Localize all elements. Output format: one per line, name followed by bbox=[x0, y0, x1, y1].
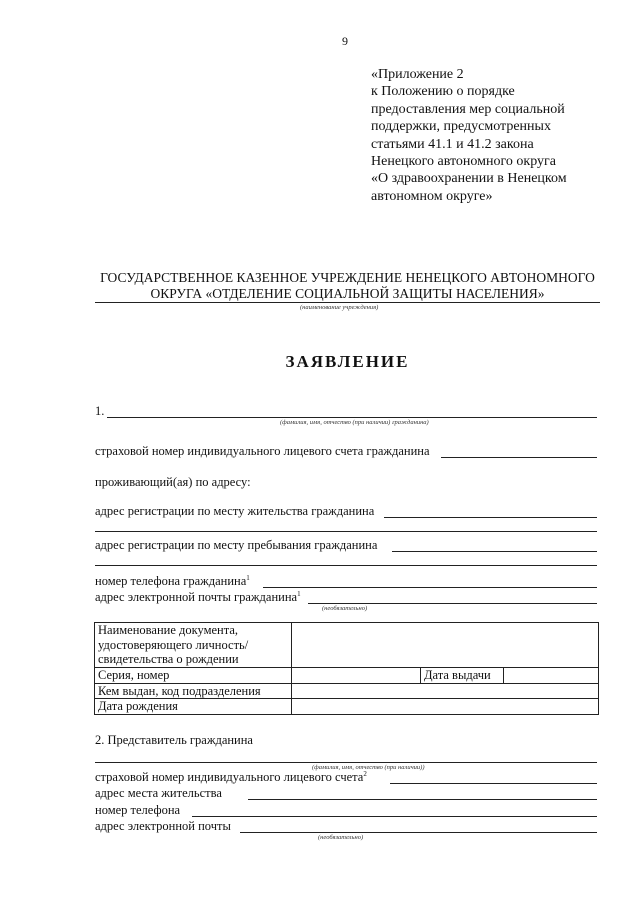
issued-by-label: Кем выдан, код подразделения bbox=[95, 683, 292, 699]
reg-stay-field[interactable] bbox=[392, 551, 597, 552]
representative-snils-field[interactable] bbox=[390, 783, 597, 784]
reg-residence-field-2[interactable] bbox=[95, 531, 597, 532]
citizen-phone-label-text: номер телефона гражданина bbox=[95, 574, 247, 589]
organization-hint: (наименование учреждения) bbox=[300, 304, 379, 311]
reg-stay-label: адрес регистрации по месту пребывания гражданина bbox=[95, 538, 378, 552]
footnote-mark: 1 bbox=[297, 590, 301, 598]
representative-name-field[interactable] bbox=[95, 762, 597, 763]
issue-date-label: Дата выдачи bbox=[421, 668, 504, 684]
reg-residence-label: адрес регистрации по месту жительства гражданина bbox=[95, 504, 375, 518]
organization-line-2: ОКРУГА «ОТДЕЛЕНИЕ СОЦИАЛЬНОЙ ЗАЩИТЫ НАСЕЛЕНИЯ» bbox=[150, 286, 545, 301]
representative-name-hint: (фамилия, имя, отчество (при наличии)) bbox=[312, 764, 425, 771]
citizen-name-hint: (фамилия, имя, отчество (при наличии) гражданина) bbox=[280, 419, 429, 426]
annex-block bbox=[371, 66, 567, 205]
organization-line-1: ГОСУДАРСТВЕННОЕ КАЗЕННОЕ УЧРЕЖДЕНИЕ НЕНЕЦКОГО АВТОНОМНОГО bbox=[100, 270, 595, 285]
series-value[interactable] bbox=[292, 668, 421, 684]
representative-email-hint: (необязательно) bbox=[318, 834, 364, 841]
annex-line: статьями 41.1 и 41.2 закона bbox=[371, 136, 534, 152]
reg-stay-field-2[interactable] bbox=[95, 565, 597, 566]
page-number: 9 bbox=[342, 34, 348, 48]
representative-email-field[interactable] bbox=[240, 832, 597, 833]
table-row bbox=[95, 623, 599, 668]
section-1-number: 1. bbox=[95, 404, 105, 418]
citizen-email-label-text: адрес электронной почты гражданина bbox=[95, 590, 298, 605]
citizen-name-field[interactable] bbox=[107, 417, 597, 418]
series-label: Серия, номер bbox=[95, 668, 292, 684]
annex-line: предоставления мер социальной bbox=[371, 101, 565, 117]
representative-address-field[interactable] bbox=[248, 799, 597, 800]
table-row bbox=[95, 668, 599, 684]
organization-underline bbox=[95, 302, 600, 303]
annex-line: Ненецкого автономного округа bbox=[371, 154, 556, 170]
annex-line: «О здравоохранении в Ненецком bbox=[371, 171, 567, 187]
representative-address-label: адрес места жительства bbox=[95, 786, 222, 800]
citizen-snils-label: страховой номер индивидуального лицевого счета гражданина bbox=[95, 444, 430, 458]
annex-line: «Приложение 2 bbox=[371, 67, 464, 82]
annex-line: автономном округе» bbox=[371, 188, 493, 204]
representative-phone-label: номер телефона bbox=[95, 803, 181, 817]
residing-label: проживающий(ая) по адресу: bbox=[95, 475, 251, 489]
identity-document-table bbox=[94, 622, 599, 715]
issued-by-value[interactable] bbox=[292, 683, 599, 699]
representative-snils-label bbox=[95, 770, 367, 785]
table-row bbox=[95, 699, 599, 715]
citizen-email-hint: (необязательно) bbox=[322, 605, 368, 612]
footnote-mark: 2 bbox=[363, 770, 367, 778]
issue-date-value[interactable] bbox=[504, 668, 599, 684]
id-doc-label: Наименование документа, удостоверяющего личность/ свидетельства о рождении bbox=[95, 623, 292, 668]
representative-snils-label-text: страховой номер индивидуального лицевого счета bbox=[95, 770, 364, 785]
section-2-title: 2. Представитель гражданина bbox=[95, 733, 253, 747]
table-row bbox=[95, 683, 599, 699]
page-title: ЗАЯВЛЕНИЕ bbox=[285, 352, 410, 371]
organization-name bbox=[95, 270, 600, 302]
citizen-phone-label bbox=[95, 574, 250, 589]
citizen-snils-field[interactable] bbox=[441, 457, 597, 458]
reg-residence-field[interactable] bbox=[384, 517, 597, 518]
birth-date-label: Дата рождения bbox=[95, 699, 292, 715]
citizen-email-label bbox=[95, 590, 301, 605]
annex-line: к Положению о порядке bbox=[371, 84, 515, 100]
birth-date-value[interactable] bbox=[292, 699, 599, 715]
representative-phone-field[interactable] bbox=[192, 816, 597, 817]
footnote-mark: 1 bbox=[246, 574, 250, 582]
annex-line: поддержки, предусмотренных bbox=[371, 119, 551, 135]
id-doc-value[interactable] bbox=[292, 623, 599, 668]
representative-email-label: адрес электронной почты bbox=[95, 819, 231, 833]
citizen-email-field[interactable] bbox=[308, 603, 597, 604]
citizen-phone-field[interactable] bbox=[263, 587, 597, 588]
